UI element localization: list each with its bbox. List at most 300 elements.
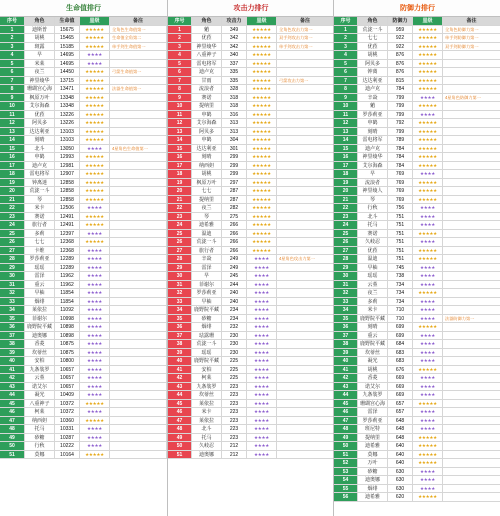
note-cell (443, 247, 500, 256)
stars-cell: ★★★★ (413, 374, 443, 383)
note-cell: 单手剑生命值第一 (110, 43, 167, 52)
value-cell: 13226 (55, 119, 80, 128)
rank-cell: 12 (334, 119, 358, 128)
value-cell: 13348 (55, 94, 80, 103)
value-cell: 784 (388, 145, 413, 154)
name-cell: 多莉 (358, 298, 388, 307)
name-cell: 久岐忍 (192, 442, 222, 451)
name-cell: 神里绫人 (358, 187, 388, 196)
name-cell: 夜兰 (192, 204, 222, 213)
name-cell: 枫原万叶 (192, 179, 222, 188)
stars-cell: ★★★★ (413, 272, 443, 281)
note-cell: 法器生命值第一 (110, 85, 167, 94)
rank-cell: 19 (168, 179, 192, 188)
note-cell (277, 442, 334, 451)
value-cell: 683 (388, 349, 413, 358)
stars-cell: ★★★★★ (80, 85, 110, 94)
rank-cell: 8 (0, 85, 25, 94)
value-cell: 751 (388, 221, 413, 230)
rank-cell: 5 (334, 60, 358, 69)
value-cell: 10657 (55, 383, 80, 392)
note-cell (277, 187, 334, 196)
name-cell: 香菱 (358, 374, 388, 383)
value-cell: 922 (388, 43, 413, 52)
value-cell: 232 (222, 323, 247, 332)
rank-cell: 36 (334, 323, 358, 332)
value-cell: 299 (222, 170, 247, 179)
note-cell (443, 417, 500, 426)
rank-cell: 9 (0, 94, 25, 103)
note-cell (443, 272, 500, 281)
rank-cell: 54 (334, 476, 358, 485)
column-header[interactable]: 生命值 (55, 17, 80, 26)
rank-cell: 32 (334, 289, 358, 298)
rank-cell: 9 (168, 94, 192, 103)
note-cell (443, 391, 500, 400)
stars-cell: ★★★★★ (80, 43, 110, 52)
value-cell: 240 (222, 289, 247, 298)
name-cell: 砂糖 (358, 468, 388, 477)
rank-cell: 3 (168, 43, 192, 52)
name-cell: 莱依拉 (192, 417, 222, 426)
value-cell: 10360 (55, 417, 80, 426)
name-cell: 艾尔海森 (358, 162, 388, 171)
stars-cell: ★★★★ (413, 221, 443, 230)
value-cell: 12397 (55, 230, 80, 239)
note-cell (110, 442, 167, 451)
name-cell: 迪奥娜 (192, 451, 222, 460)
stars-cell: ★★★★ (413, 417, 443, 426)
stars-cell: ★★★★★ (247, 43, 277, 52)
rank-cell: 24 (0, 221, 25, 230)
value-cell: 223 (222, 408, 247, 417)
value-cell: 10657 (55, 366, 80, 375)
note-cell (443, 289, 500, 298)
rank-cell: 11 (0, 111, 25, 120)
rank-cell: 16 (334, 153, 358, 162)
value-cell: 769 (388, 179, 413, 188)
name-cell: 艾尔海森 (192, 119, 222, 128)
stars-cell: ★★★★★ (80, 68, 110, 77)
name-cell: 雷电将军 (358, 136, 388, 145)
note-cell (110, 374, 167, 383)
rank-cell: 17 (168, 162, 192, 171)
note-cell (110, 264, 167, 273)
value-cell: 751 (388, 238, 413, 247)
rank-cell: 17 (0, 162, 25, 171)
rank-cell: 46 (0, 408, 25, 417)
stars-cell: ★★★★★ (413, 26, 443, 35)
value-cell: 13050 (55, 145, 80, 154)
rank-cell: 38 (334, 340, 358, 349)
stars-cell: ★★★★★ (413, 179, 443, 188)
note-cell: 单手剑攻击力第一 (277, 43, 334, 52)
column-header[interactable]: 角色 (25, 17, 55, 26)
value-cell: 223 (222, 434, 247, 443)
rank-cell: 26 (0, 238, 25, 247)
value-cell: 340 (222, 51, 247, 60)
column-header[interactable]: 序号 (168, 17, 192, 26)
name-cell: 珐露珊 (192, 332, 222, 341)
rank-cell: 22 (334, 204, 358, 213)
value-cell: 630 (388, 468, 413, 477)
name-cell: 优菈 (358, 43, 388, 52)
rank-cell: 31 (168, 281, 192, 290)
name-cell: 云堇 (358, 281, 388, 290)
name-cell: 胡桃 (192, 170, 222, 179)
stars-cell: ★★★★ (80, 349, 110, 358)
name-cell: 万叶 (358, 459, 388, 468)
stars-cell: ★★★★★ (413, 119, 443, 128)
note-cell: 法器防御力第一 (443, 315, 500, 324)
rank-cell: 23 (0, 213, 25, 222)
note-cell (277, 323, 334, 332)
rank-cell: 5 (168, 60, 192, 69)
value-cell: 299 (222, 153, 247, 162)
column-header[interactable]: 角色 (192, 17, 222, 26)
note-cell: 双手剑防御力第一 (443, 43, 500, 52)
rank-cell: 15 (168, 145, 192, 154)
name-cell: 钟离迷 (25, 179, 55, 188)
value-cell: 676 (388, 366, 413, 375)
name-cell: 鹿野院平藏 (25, 323, 55, 332)
stars-cell: ★★★★★ (247, 26, 277, 35)
stars-cell: ★★★★ (247, 255, 277, 264)
column-header[interactable]: 星级 (80, 17, 110, 26)
value-cell: 266 (222, 230, 247, 239)
value-cell: 304 (222, 136, 247, 145)
value-cell: 648 (388, 425, 413, 434)
value-cell: 684 (388, 340, 413, 349)
rank-cell: 52 (334, 459, 358, 468)
rank-cell: 28 (334, 255, 358, 264)
note-cell (110, 221, 167, 230)
rank-cell: 20 (168, 187, 192, 196)
stars-cell: ★★★★★ (247, 94, 277, 103)
stars-cell: ★★★★★ (247, 213, 277, 222)
value-cell: 922 (388, 34, 413, 43)
rank-cell: 4 (0, 51, 25, 60)
note-cell (110, 196, 167, 205)
rank-cell: 13 (334, 128, 358, 137)
note-cell (110, 383, 167, 392)
rank-cell: 2 (168, 34, 192, 43)
column-header[interactable]: 备注 (443, 17, 500, 26)
rank-cell: 2 (0, 34, 25, 43)
name-cell: 优菈 (192, 34, 222, 43)
rank-cell: 46 (334, 408, 358, 417)
name-cell: 行秋 (25, 442, 55, 451)
value-cell: 789 (388, 136, 413, 145)
rank-cell: 30 (0, 272, 25, 281)
name-cell: 安柏 (25, 357, 55, 366)
value-cell: 223 (222, 383, 247, 392)
name-cell: 提纳里 (358, 434, 388, 443)
stars-cell: ★★★★★ (247, 162, 277, 171)
note-cell (277, 383, 334, 392)
value-cell: 11092 (55, 306, 80, 315)
column-header[interactable]: 星级 (413, 17, 443, 26)
stars-cell: ★★★★ (247, 425, 277, 434)
name-cell: 莱依拉 (192, 400, 222, 409)
value-cell: 230 (222, 340, 247, 349)
value-cell: 318 (222, 94, 247, 103)
stars-cell: ★★★★★ (80, 400, 110, 409)
value-cell: 10898 (55, 323, 80, 332)
stars-cell: ★★★★ (80, 306, 110, 315)
column-header[interactable]: 星级 (247, 17, 277, 26)
block-title: 生命值排行 (0, 0, 167, 17)
value-cell: 12858 (55, 179, 80, 188)
name-cell: 夜兰 (25, 68, 55, 77)
note-cell (277, 264, 334, 273)
note-cell (443, 442, 500, 451)
rank-cell: 39 (334, 349, 358, 358)
name-cell: 菲谢尔 (25, 315, 55, 324)
rank-cell: 4 (168, 51, 192, 60)
rank-cell: 44 (168, 391, 192, 400)
value-cell: 342 (222, 34, 247, 43)
note-cell (110, 119, 167, 128)
stars-cell: ★★★★ (80, 315, 110, 324)
column-header[interactable]: 序号 (0, 17, 25, 26)
value-cell: 335 (222, 77, 247, 86)
rank-cell: 43 (334, 383, 358, 392)
stars-cell: ★★★★ (413, 332, 443, 341)
note-cell (110, 366, 167, 375)
rank-cell: 11 (334, 111, 358, 120)
column-header[interactable]: 攻击力 (222, 17, 247, 26)
value-cell: 745 (388, 264, 413, 273)
name-cell: 刻晴 (358, 128, 388, 137)
name-cell: 达达利亚 (25, 128, 55, 137)
rank-cell: 36 (0, 323, 25, 332)
name-cell: 坎蒂丝 (25, 349, 55, 358)
name-cell: 坎蒂丝 (192, 391, 222, 400)
stars-cell: ★★★★ (247, 281, 277, 290)
value-cell: 223 (222, 417, 247, 426)
column-header[interactable]: 备注 (110, 17, 167, 26)
value-cell: 12491 (55, 221, 80, 230)
name-cell: 迪奥娜 (358, 476, 388, 485)
note-cell (110, 247, 167, 256)
name-cell: 迪希雅 (358, 442, 388, 451)
note-cell (277, 408, 334, 417)
stars-cell: ★★★★★ (247, 128, 277, 137)
stars-cell: ★★★★ (80, 383, 110, 392)
name-cell: 辛焱 (192, 255, 222, 264)
value-cell: 225 (222, 357, 247, 366)
note-cell (277, 315, 334, 324)
value-cell: 15185 (55, 43, 80, 52)
note-cell: 4星角色防御力第一 (443, 94, 500, 103)
rank-cell: 49 (334, 434, 358, 443)
name-cell: 罗莎莉亚 (358, 111, 388, 120)
value-cell: 876 (388, 68, 413, 77)
note-cell (277, 196, 334, 205)
value-cell: 234 (222, 315, 247, 324)
name-cell: 纳西妲 (192, 162, 222, 171)
note-cell (277, 128, 334, 137)
note-cell (277, 145, 334, 154)
rank-cell: 39 (0, 349, 25, 358)
column-header[interactable]: 防御力 (388, 17, 413, 26)
column-header[interactable]: 序号 (334, 17, 358, 26)
note-cell (110, 238, 167, 247)
value-cell: 959 (388, 26, 413, 35)
value-cell: 225 (222, 374, 247, 383)
rank-cell: 38 (168, 340, 192, 349)
value-cell: 230 (222, 332, 247, 341)
rank-cell: 6 (168, 68, 192, 77)
stars-cell: ★★★★ (247, 391, 277, 400)
rank-cell: 45 (334, 400, 358, 409)
value-cell: 212 (222, 442, 247, 451)
note-cell (443, 51, 500, 60)
note-cell (277, 94, 334, 103)
rank-cell: 34 (0, 306, 25, 315)
note-cell (443, 102, 500, 111)
note-cell (277, 247, 334, 256)
ranking-block-2 (333, 0, 500, 516)
note-cell (277, 366, 334, 375)
stars-cell: ★★★★ (80, 332, 110, 341)
rank-cell: 23 (168, 213, 192, 222)
name-cell: 柯莱 (25, 408, 55, 417)
name-cell: 诺艾尔 (358, 383, 388, 392)
rank-cell: 49 (0, 434, 25, 443)
stars-cell: ★★★★★ (413, 60, 443, 69)
stars-cell: ★★★★ (80, 340, 110, 349)
value-cell: 12289 (55, 264, 80, 273)
rank-cell: 29 (0, 264, 25, 273)
stars-cell: ★★★★★ (413, 196, 443, 205)
value-cell: 751 (388, 255, 413, 264)
value-cell: 328 (222, 85, 247, 94)
stars-cell: ★★★★ (413, 306, 443, 315)
name-cell: 申鹤 (192, 136, 222, 145)
stars-cell: ★★★★★ (247, 204, 277, 213)
stars-cell: ★★★★ (80, 357, 110, 366)
value-cell: 648 (388, 434, 413, 443)
note-cell (110, 298, 167, 307)
note-cell (277, 213, 334, 222)
ranking-block-1 (167, 0, 333, 516)
value-cell: 13471 (55, 85, 80, 94)
value-cell: 10875 (55, 340, 80, 349)
value-cell: 876 (388, 51, 413, 60)
stars-cell: ★★★★★ (413, 230, 443, 239)
name-cell: 坎蒂丝 (358, 349, 388, 358)
note-cell (277, 391, 334, 400)
note-cell (110, 391, 167, 400)
name-cell: 多莉 (25, 230, 55, 239)
note-cell (277, 238, 334, 247)
name-cell: 刻晴 (192, 153, 222, 162)
stars-cell: ★★★★★ (413, 366, 443, 375)
value-cell: 266 (222, 238, 247, 247)
value-cell: 10898 (55, 332, 80, 341)
note-cell (443, 306, 500, 315)
stars-cell: ★★★★ (413, 391, 443, 400)
rank-cell: 22 (168, 204, 192, 213)
stars-cell: ★★★★★ (413, 442, 443, 451)
value-cell: 669 (388, 374, 413, 383)
stars-cell: ★★★★ (247, 298, 277, 307)
note-cell (277, 230, 334, 239)
rank-cell: 26 (334, 238, 358, 247)
value-cell: 234 (222, 306, 247, 315)
stars-cell: ★★★★★ (80, 94, 110, 103)
rank-cell: 35 (168, 315, 192, 324)
name-cell: 米卡 (358, 306, 388, 315)
name-cell: 琴 (358, 196, 388, 205)
value-cell: 297 (222, 179, 247, 188)
name-cell: 提纳里 (192, 196, 222, 205)
name-cell: 神里绫华 (192, 43, 222, 52)
stars-cell: ★★★★★ (413, 34, 443, 43)
note-cell (110, 102, 167, 111)
stars-cell: ★★★★ (413, 281, 443, 290)
name-cell: 提纳里 (192, 102, 222, 111)
note-cell: 弓箭生命值第一 (110, 68, 167, 77)
value-cell: 266 (222, 247, 247, 256)
rank-cell: 34 (168, 306, 192, 315)
note-cell (443, 340, 500, 349)
stars-cell: ★★★★★ (80, 111, 110, 120)
value-cell: 657 (388, 408, 413, 417)
value-cell: 240 (222, 298, 247, 307)
name-cell: 申鹤 (358, 119, 388, 128)
name-cell: 安柏 (192, 366, 222, 375)
name-cell: 鹿野院平藏 (358, 340, 388, 349)
column-header[interactable]: 角色 (358, 17, 388, 26)
rank-cell: 48 (168, 425, 192, 434)
name-cell: 赛诺 (358, 230, 388, 239)
rank-cell: 29 (168, 264, 192, 273)
stars-cell: ★★★★ (80, 255, 110, 264)
note-cell (110, 213, 167, 222)
stars-cell: ★★★★★ (80, 238, 110, 247)
stars-cell: ★★★★ (80, 281, 110, 290)
name-cell: 迪希雅 (358, 493, 388, 502)
name-cell: 纳西妲 (25, 417, 55, 426)
rank-cell: 3 (334, 43, 358, 52)
value-cell: 756 (388, 204, 413, 213)
value-cell: 11962 (55, 281, 80, 290)
rank-cell: 51 (168, 451, 192, 460)
stars-cell: ★★★★★ (247, 34, 277, 43)
note-cell: 双手剑攻击力第一 (277, 34, 334, 43)
value-cell: 876 (388, 60, 413, 69)
value-cell: 12858 (55, 196, 80, 205)
stars-cell: ★★★★ (247, 357, 277, 366)
rank-cell: 2 (334, 34, 358, 43)
name-cell: 迪卢克 (358, 145, 388, 154)
value-cell: 287 (222, 187, 247, 196)
column-header[interactable]: 备注 (277, 17, 334, 26)
rank-cell: 13 (0, 128, 25, 137)
name-cell: 艾尔海森 (25, 102, 55, 111)
stars-cell: ★★★★★ (247, 221, 277, 230)
stars-cell: ★★★★ (247, 400, 277, 409)
value-cell: 266 (222, 221, 247, 230)
value-cell: 799 (388, 128, 413, 137)
value-cell: 225 (222, 366, 247, 375)
rank-cell: 31 (0, 281, 25, 290)
rank-cell: 18 (334, 170, 358, 179)
rank-cell: 46 (168, 408, 192, 417)
